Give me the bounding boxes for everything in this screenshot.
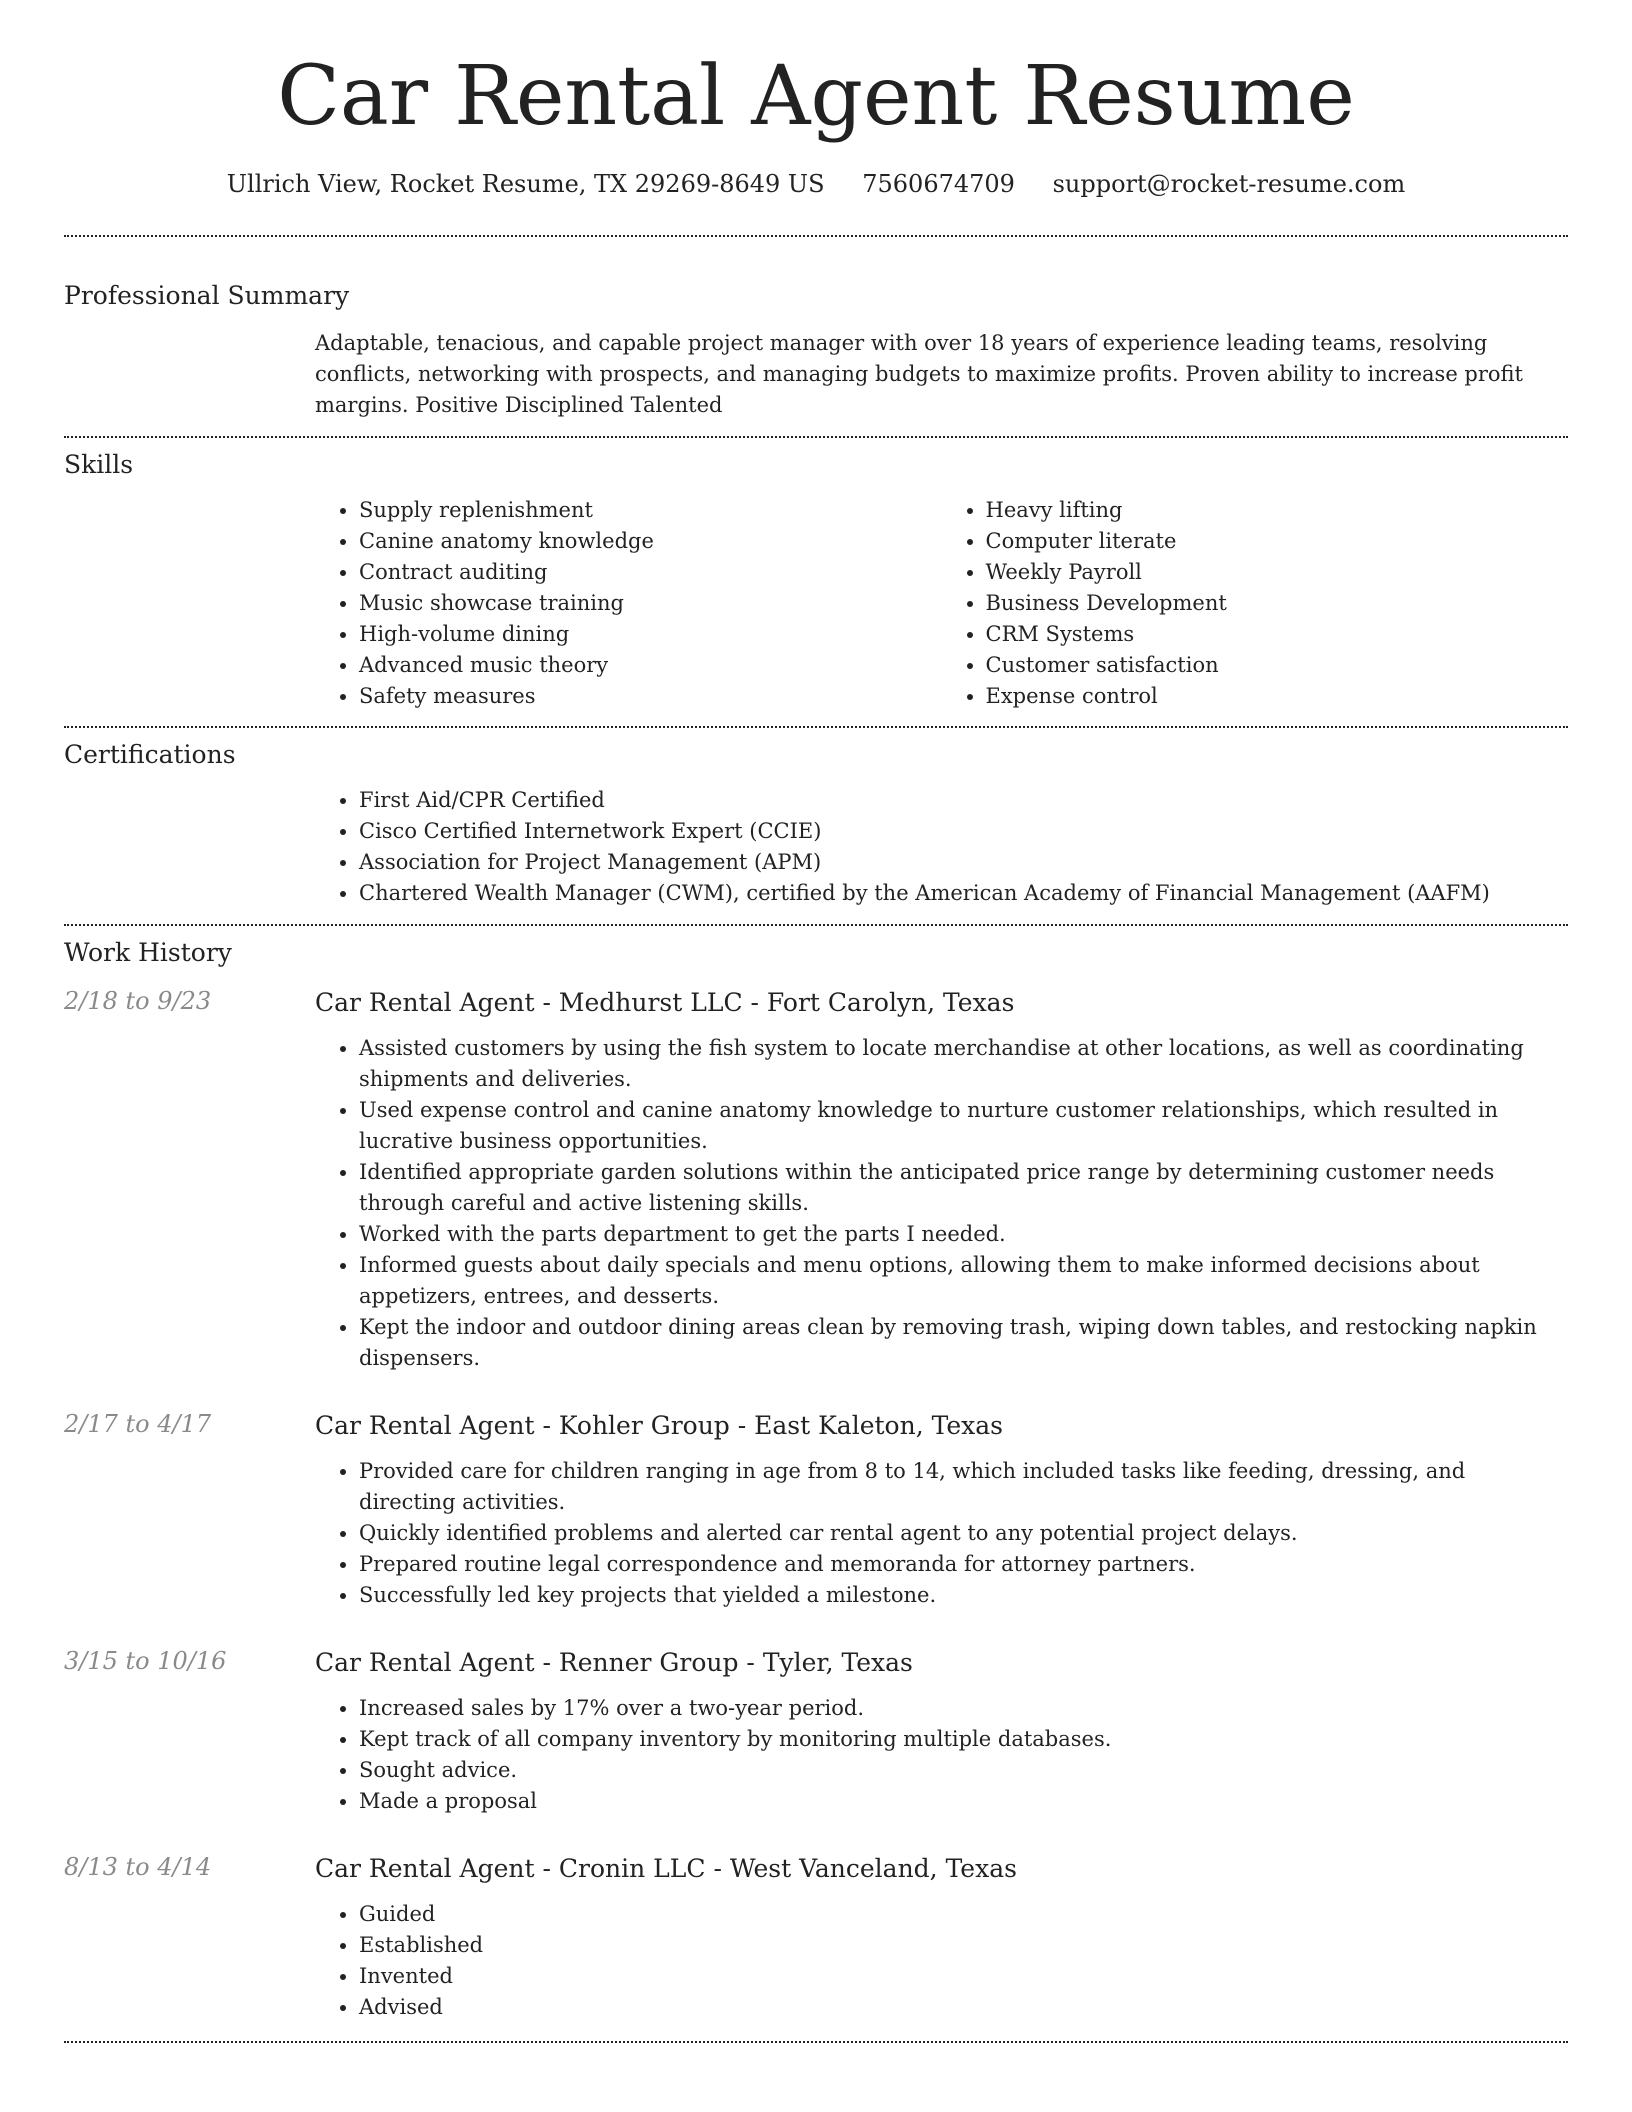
skills-list-right: [942, 495, 1569, 712]
job-bullet: • Made a proposal: [359, 1786, 1568, 1817]
job-bullet: • Used expense control and canine anatomy knowledge to nurture customer relationships, which resulted in lucrative business opportunities.: [359, 1095, 1568, 1157]
skill-item: • High-volume dining: [359, 619, 942, 650]
skill-item: • Computer literate: [986, 526, 1569, 557]
skill-item: • Expense control: [986, 681, 1569, 712]
certification-item: • Chartered Wealth Manager (CWM), certified by the American Academy of Financial Management (AAFM): [359, 878, 1568, 909]
job-dates: 2/17 to 4/17: [64, 1410, 212, 1438]
job-bullet: • Guided: [359, 1899, 1568, 1930]
contact-email: support@rocket-resume.com: [1052, 170, 1406, 198]
certification-item: • Cisco Certified Internetwork Expert (CCIE): [359, 816, 1568, 847]
job-bullet: • Advised: [359, 1992, 1568, 2023]
skill-item: • Business Development: [986, 588, 1569, 619]
job-bullets: [315, 1899, 1568, 2023]
job-bullet: • Quickly identified problems and alerted car rental agent to any potential project delays.: [359, 1518, 1568, 1549]
divider: [64, 2041, 1568, 2043]
job-dates: 3/15 to 10/16: [64, 1647, 227, 1675]
job-title: Car Rental Agent - Renner Group - Tyler, Texas: [315, 1648, 913, 1677]
section-heading-skills: Skills: [64, 450, 134, 479]
skills-list-left: [315, 495, 942, 712]
job-entry: [64, 1647, 1568, 1817]
skills-grid: [315, 495, 1568, 712]
job-bullet: • Identified appropriate garden solutions within the anticipated price range by determining customer needs through careful and active listening skills.: [359, 1157, 1568, 1219]
skill-item: • Safety measures: [359, 681, 942, 712]
job-entry: [64, 987, 1568, 1374]
skill-item: • Music showcase training: [359, 588, 942, 619]
section-summary: [64, 237, 1568, 421]
contact-address: Ullrich View, Rocket Resume, TX 29269-8649 US: [226, 170, 825, 198]
certification-item: • Association for Project Management (APM): [359, 847, 1568, 878]
skill-item: • Advanced music theory: [359, 650, 942, 681]
resume-page: [64, 0, 1568, 2043]
skill-item: • Heavy lifting: [986, 495, 1569, 526]
job-bullets: [315, 1033, 1568, 1374]
job-bullet: • Sought advice.: [359, 1755, 1568, 1786]
section-skills: [64, 438, 1568, 712]
job-bullet: • Kept track of all company inventory by monitoring multiple databases.: [359, 1724, 1568, 1755]
section-heading-work: Work History: [64, 938, 232, 967]
job-bullet: • Worked with the parts department to get the parts I needed.: [359, 1219, 1568, 1250]
certifications-list: [315, 785, 1568, 909]
job-bullet: • Invented: [359, 1961, 1568, 1992]
skill-item: • CRM Systems: [986, 619, 1569, 650]
job-bullet: • Informed guests about daily specials and menu options, allowing them to make informed decisions about appetizers, entrees, and desserts.: [359, 1250, 1568, 1312]
job-dates: 8/13 to 4/14: [64, 1853, 212, 1881]
job-bullet: • Established: [359, 1930, 1568, 1961]
job-bullet: • Prepared routine legal correspondence and memoranda for attorney partners.: [359, 1549, 1568, 1580]
certification-item: • First Aid/CPR Certified: [359, 785, 1568, 816]
job-dates: 2/18 to 9/23: [64, 987, 212, 1015]
resume-title: Car Rental Agent Resume: [277, 49, 1355, 144]
job-bullets: [315, 1693, 1568, 1817]
section-heading-certifications: Certifications: [64, 740, 236, 769]
contact-phone: 7560674709: [862, 170, 1015, 198]
job-title: Car Rental Agent - Kohler Group - East Kaleton, Texas: [315, 1411, 1003, 1440]
job-bullet: • Provided care for children ranging in age from 8 to 14, which included tasks like feeding, dressing, and directing activities.: [359, 1456, 1568, 1518]
section-heading-summary: Professional Summary: [64, 281, 350, 310]
certifications-content: [315, 785, 1568, 909]
skill-item: • Customer satisfaction: [986, 650, 1569, 681]
skill-item: • Supply replenishment: [359, 495, 942, 526]
job-bullet: • Assisted customers by using the fish system to locate merchandise at other locations, as well as coordinating shipments and deliveries.: [359, 1033, 1568, 1095]
section-certifications: [64, 728, 1568, 909]
job-entry: [64, 1853, 1568, 2023]
job-bullets: [315, 1456, 1568, 1611]
job-title: Car Rental Agent - Cronin LLC - West Vanceland, Texas: [315, 1854, 1017, 1883]
job-bullet: • Successfully led key projects that yielded a milestone.: [359, 1580, 1568, 1611]
contact-line: [64, 170, 1568, 198]
skill-item: • Weekly Payroll: [986, 557, 1569, 588]
skill-item: • Contract auditing: [359, 557, 942, 588]
job-entry: [64, 1410, 1568, 1611]
section-work-history: [64, 926, 1568, 2023]
job-bullet: • Increased sales by 17% over a two-year period.: [359, 1693, 1568, 1724]
skill-item: • Canine anatomy knowledge: [359, 526, 942, 557]
summary-text: Adaptable, tenacious, and capable project manager with over 18 years of experience leading teams, resolving conflicts, networking with prospects, and managing budgets to maximize profits. Proven ability to increase profit margins. Positive Disciplined Talented: [315, 331, 1523, 417]
job-title: Car Rental Agent - Medhurst LLC - Fort Carolyn, Texas: [315, 988, 1015, 1017]
job-bullet: • Kept the indoor and outdoor dining areas clean by removing trash, wiping down tables, and restocking napkin dispensers.: [359, 1312, 1568, 1374]
